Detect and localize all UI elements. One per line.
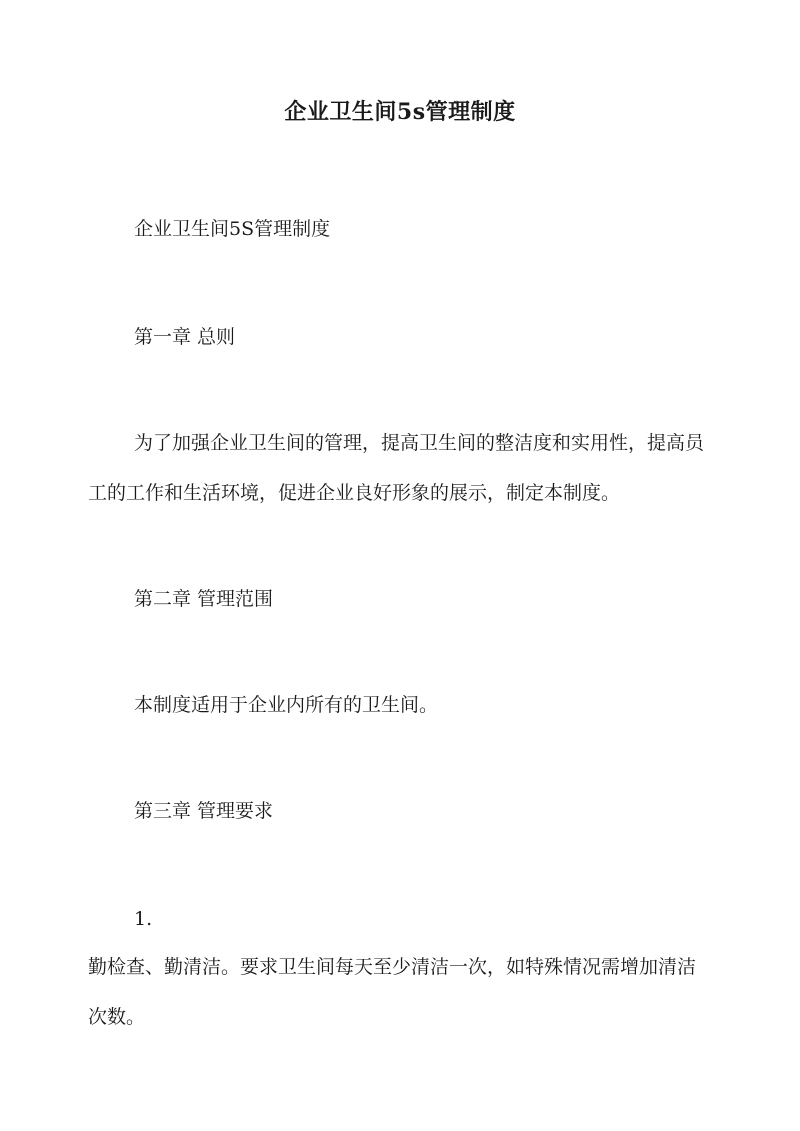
document-subtitle: 企业卫生间5S管理制度 [134, 218, 331, 240]
chapter-2-heading: 第二章 管理范围 [134, 588, 274, 610]
chapter-3-heading: 第三章 管理要求 [134, 800, 274, 822]
chapter-2-body: 本制度适用于企业内所有的卫生间。 [134, 694, 439, 716]
chapter-1-body: 为了加强企业卫生间的管理，提高卫生间的整洁度和实用性，提高员工的工作和生活环境，促进企业良好形象的展示，制定本制度。 [88, 432, 705, 504]
document-title: 企业卫生间5s管理制度 [284, 99, 516, 125]
list-item-number: 1. [134, 908, 153, 930]
chapter-1-heading: 第一章 总则 [134, 326, 236, 348]
list-item-text: 勤检查、勤清洁。要求卫生间每天至少清洁一次，如特殊情况需增加清洁次数。 [88, 956, 697, 1028]
